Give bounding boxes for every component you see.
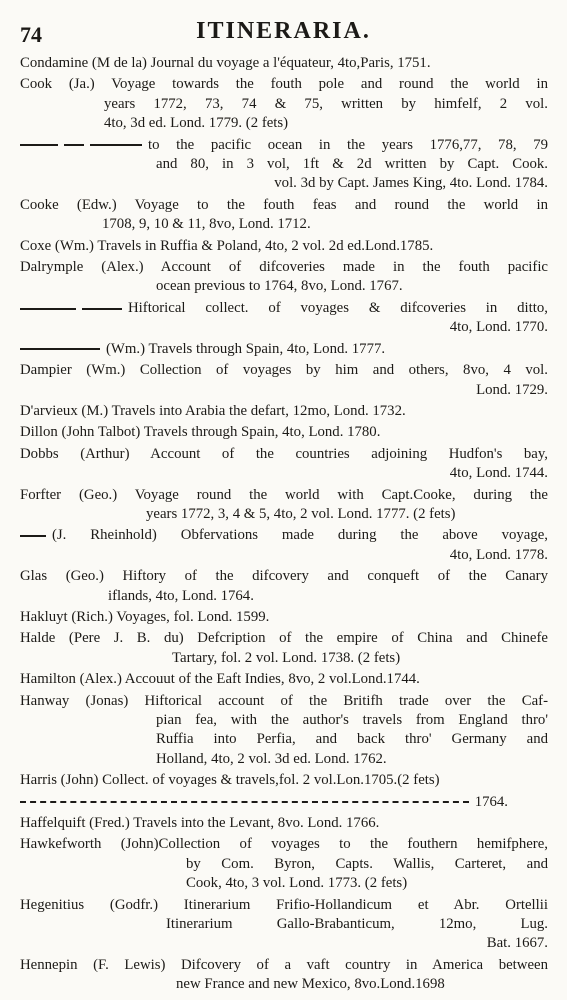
- ditto-dash: [90, 144, 142, 146]
- entry-line: (J. Rheinhold) Obfervations made during the above voyage,: [52, 527, 548, 544]
- list-item: [20, 361, 548, 400]
- list-item: [20, 486, 548, 525]
- bibliography-list: [20, 54, 548, 997]
- entry-line: Tartary, fol. 2 vol. Lond. 1738. (2 fets): [172, 649, 401, 666]
- ditto-dash: [82, 308, 122, 310]
- ditto-dash: [20, 535, 46, 537]
- ditto-dash: [20, 308, 76, 310]
- list-item: [20, 237, 548, 256]
- running-title: ITINERARIA.: [196, 18, 371, 44]
- entry-line: Forfter (Geo.) Voyage round the world with Capt.Cooke, during the: [20, 486, 548, 503]
- list-item: [20, 835, 548, 893]
- ditto-dash: [20, 144, 58, 146]
- entry-line: Coxe (Wm.) Travels in Ruffia & Poland, 4to, 2 vol. 2d ed.Lond.1785.: [20, 237, 434, 254]
- entry-line: Ruffia into Perfia, and back thro' Germany and: [156, 731, 548, 748]
- list-item: [20, 54, 548, 73]
- entry-line: (Wm.) Travels through Spain, 4to, Lond. 1777.: [106, 340, 386, 357]
- list-item: [20, 771, 548, 790]
- entry-line: pian fea, with the author's travels from England thro': [156, 712, 548, 728]
- entry-line: Dalrymple (Alex.) Account of difcoveries made in the fouth pacific: [20, 259, 548, 276]
- entry-line: years 1772, 73, 74 & 75, written by himfelf, 2 vol.: [104, 95, 548, 112]
- entry-line: Hakluyt (Rich.) Voyages, fol. Lond. 1599.: [20, 608, 270, 625]
- list-item: [20, 567, 548, 606]
- list-item: [20, 340, 548, 359]
- entry-line: 4to, Lond. 1778.: [449, 546, 548, 563]
- entry-line: Cook (Ja.) Voyage towards the fouth pole and round the world in: [20, 76, 548, 93]
- entry-line: Harris (John) Collect. of voyages & travels,fol. 2 vol.Lon.1705.(2 fets): [20, 772, 440, 789]
- entry-line: Hanway (Jonas) Hiftorical account of the Britifh trade over the Caf-: [20, 692, 548, 709]
- list-item: [20, 670, 548, 689]
- ditto-dash: [64, 144, 84, 146]
- entry-line: 1708, 9, 10 & 11, 8vo, Lond. 1712.: [102, 216, 311, 233]
- entry-line: Cook, 4to, 3 vol. Lond. 1773. (2 fets): [186, 875, 408, 892]
- list-item: [20, 196, 548, 235]
- entry-line: Halde (Pere J. B. du) Defcription of the empire of China and Chinefe: [20, 630, 548, 647]
- entry-line: 4to, Lond. 1744.: [449, 465, 548, 482]
- list-item: [20, 258, 548, 297]
- entry-line: Itinerarium Gallo-Brabanticum, 12mo, Lug.: [166, 916, 548, 933]
- entry-line: Lond. 1729.: [476, 381, 548, 398]
- entry-line: Hegenitius (Godfr.) Itinerarium Frifio-Hollandicum et Abr. Ortellii: [20, 896, 548, 913]
- entry-line: new France and new Mexico, 8vo.Lond.1698: [176, 976, 445, 993]
- entry-line: vol. 3d by Capt. James King, 4to. Lond. 1784.: [274, 175, 548, 192]
- list-item: [20, 956, 548, 995]
- entry-line: Hawkefworth (John)Collection of voyages to the fouthern hemifphere,: [20, 836, 548, 853]
- page-number: 74: [20, 22, 42, 47]
- list-item: [20, 402, 548, 421]
- entry-line: by Com. Byron, Capts. Wallis, Carteret, and: [186, 855, 548, 872]
- entry-line: 1764.: [474, 793, 508, 810]
- ditto-dash: [20, 348, 100, 350]
- entry-line: Haffelquift (Fred.) Travels into the Levant, 8vo. Lond. 1766.: [20, 815, 380, 832]
- entry-line: Dillon (John Talbot) Travels through Spain, 4to, Lond. 1780.: [20, 424, 381, 441]
- entry-line: Hamilton (Alex.) Accouut of the Eaft Indies, 8vo, 2 vol.Lond.1744.: [20, 671, 420, 688]
- entry-line: Condamine (M de la) Journal du voyage a l'équateur, 4to,Paris, 1751.: [20, 55, 431, 71]
- list-item: [20, 299, 548, 338]
- list-item: [20, 75, 548, 133]
- list-item: [20, 692, 548, 770]
- entry-line: to the pacific ocean in the years 1776,77, 78, 79: [148, 136, 548, 153]
- entry-line: Bat. 1667.: [486, 935, 548, 952]
- entry-line: Hiftorical collect. of voyages & difcoveries in ditto,: [128, 299, 548, 316]
- entry-line: D'arvieux (M.) Travels into Arabia the defart, 12mo, Lond. 1732.: [20, 402, 406, 419]
- page-header: [0, 10, 567, 50]
- list-item: [20, 445, 548, 484]
- entry-line: ocean previous to 1764, 8vo, Lond. 1767.: [156, 278, 403, 295]
- entry-line: 4to, 3d ed. Lond. 1779. (2 fets): [104, 115, 289, 132]
- list-item: [20, 793, 548, 812]
- entry-line: and 80, in 3 vol, 1ft & 2d written by Capt. Cook.: [156, 156, 548, 173]
- list-item: [20, 629, 548, 668]
- entry-line: Glas (Geo.) Hiftory of the difcovery and conqueft of the Canary: [20, 568, 548, 585]
- list-item: [20, 896, 548, 954]
- entry-line: Dobbs (Arthur) Account of the countries adjoining Hudfon's bay,: [20, 445, 548, 462]
- ditto-dash: [20, 801, 469, 803]
- list-item: [20, 814, 548, 833]
- entry-line: Hennepin (F. Lewis) Difcovery of a vaft country in America between: [20, 956, 548, 973]
- list-item: [20, 526, 548, 565]
- list-item: [20, 423, 548, 442]
- entry-line: 4to, Lond. 1770.: [449, 319, 548, 336]
- list-item: [20, 136, 548, 194]
- entry-line: iflands, 4to, Lond. 1764.: [108, 587, 254, 604]
- entry-line: Cooke (Edw.) Voyage to the fouth feas and round the world in: [20, 196, 548, 213]
- entry-line: Dampier (Wm.) Collection of voyages by him and others, 8vo, 4 vol.: [20, 362, 548, 379]
- entry-line: years 1772, 3, 4 & 5, 4to, 2 vol. Lond. 1777. (2 fets): [146, 505, 456, 522]
- entry-line: Holland, 4to, 2 vol. 3d ed. Lond. 1762.: [156, 750, 387, 767]
- list-item: [20, 608, 548, 627]
